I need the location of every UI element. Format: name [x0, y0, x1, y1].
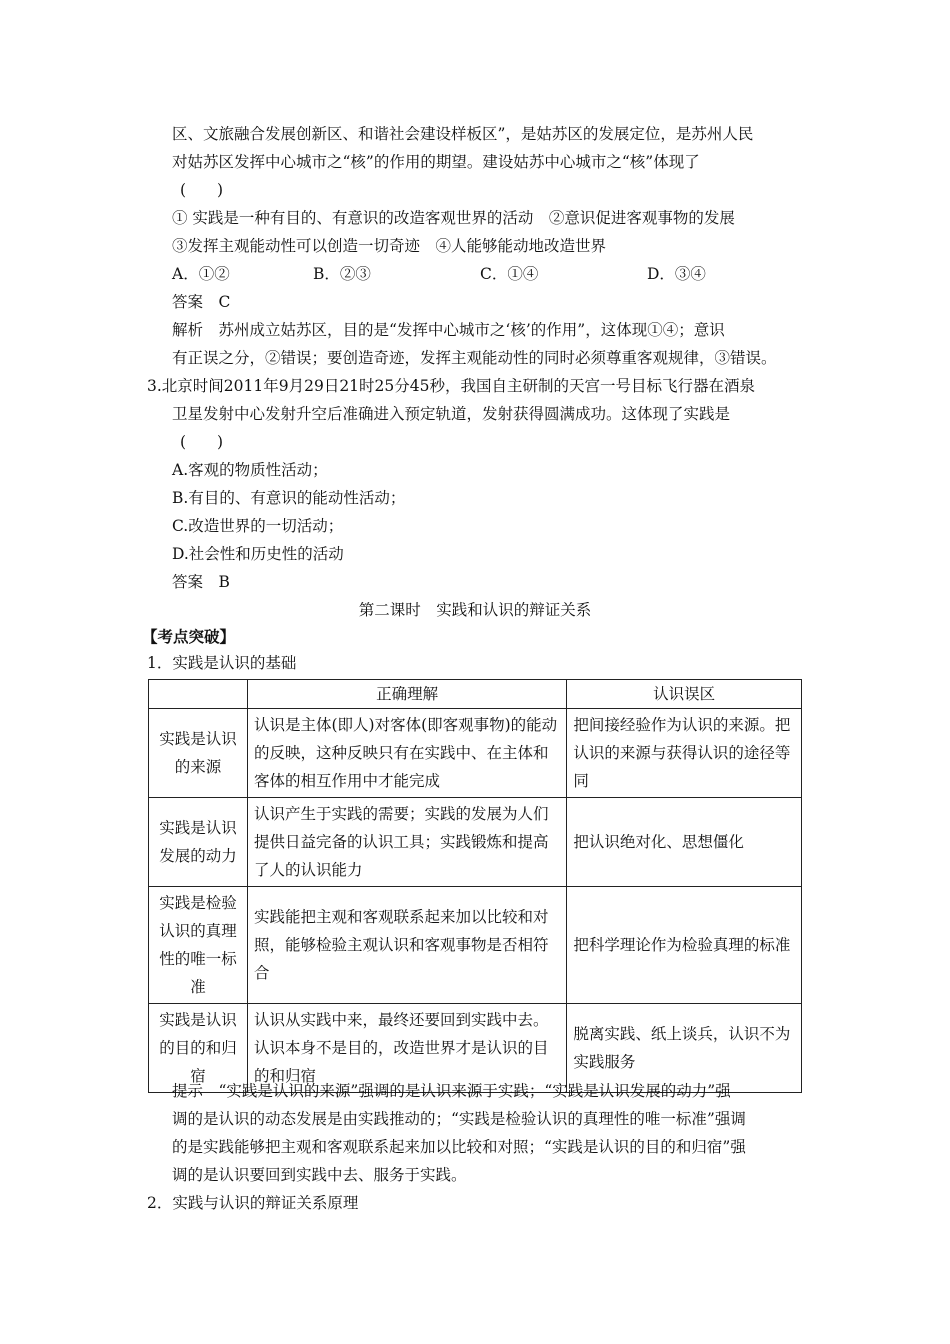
table-cell-topic: 实践是检验认识的真理性的唯一标准	[149, 887, 248, 1004]
table-cell-misconception: 把认识绝对化、思想僵化	[567, 798, 802, 887]
q2-answer-paren: ( )	[180, 181, 224, 199]
tip-line1: 提示 “实践是认识的来源”强调的是认识来源于实践；“实践是认识发展的动力”强	[172, 1082, 731, 1100]
table-row	[149, 887, 802, 1004]
tip-line3: 的是实践能够把主观和客观联系起来加以比较和对照；“实践是认识的目的和归宿”强	[172, 1138, 746, 1156]
q2-option-d: D．③④	[647, 265, 706, 283]
table-header-cell: 认识误区	[567, 680, 802, 709]
table-row	[149, 798, 802, 887]
q3-stem-line1: 3.北京时间2011年9月29日21时25分45秒，我国自主研制的天宫一号目标飞行器在酒泉	[147, 377, 755, 395]
q2-option-b: B．②③	[313, 265, 371, 283]
q3-answer-paren: ( )	[180, 433, 224, 451]
q2-answer: 答案 C	[172, 293, 231, 311]
table-row	[149, 1004, 802, 1093]
item2-title: 2．实践与认识的辩证关系原理	[147, 1194, 359, 1212]
practice-foundation-table	[148, 679, 802, 1093]
table-cell-topic: 实践是认识的目的和归宿	[149, 1004, 248, 1093]
table-cell-topic: 实践是认识的来源	[149, 709, 248, 798]
tip-line2: 调的是认识的动态发展是由实践推动的；“实践是检验认识的真理性的唯一标准”强调	[172, 1110, 746, 1128]
kaodian-heading: 【考点突破】	[142, 627, 236, 646]
q2-option-a: A．①②	[172, 265, 230, 283]
table-header-row	[149, 680, 802, 709]
table-cell-topic: 实践是认识发展的动力	[149, 798, 248, 887]
table-cell-misconception: 把间接经验作为认识的来源。把认识的来源与获得认识的途径等同	[567, 709, 802, 798]
table-cell-correct: 认识产生于实践的需要；实践的发展为人们提供日益完备的认识工具；实践锻炼和提高了人的认识能力	[247, 798, 566, 887]
q3-option-c: C.改造世界的一切活动；	[172, 517, 344, 535]
tip-line4: 调的是认识要回到实践中去、服务于实践。	[172, 1166, 467, 1184]
q3-stem-line2: 卫星发射中心发射升空后准确进入预定轨道，发射获得圆满成功。这体现了实践是	[172, 405, 731, 423]
table-header-cell: 正确理解	[247, 680, 566, 709]
q3-option-d: D.社会性和历史性的活动	[172, 545, 344, 563]
section-title: 第二课时 实践和认识的辩证关系	[358, 601, 592, 619]
table-cell-correct: 认识是主体(即人)对客体(即客观事物)的能动的反映，这种反映只有在实践中、在主体和客体的相互作用中才能完成	[247, 709, 566, 798]
q3-answer: 答案 B	[172, 573, 230, 591]
table-header-cell	[149, 680, 248, 709]
q2-statement-line1: ① 实践是一种有目的、有意识的改造客观世界的活动 ②意识促进客观事物的发展	[172, 209, 735, 227]
table-cell-correct: 实践能把主观和客观联系起来加以比较和对照，能够检验主观认识和客观事物是否相符合	[247, 887, 566, 1004]
item1-title: 1．实践是认识的基础	[147, 654, 297, 672]
q2-analysis-line2: 有正误之分，②错误；要创造奇迹，发挥主观能动性的同时必须尊重客观规律，③错误。	[172, 349, 777, 367]
table-cell-misconception: 把科学理论作为检验真理的标准	[567, 887, 802, 1004]
q2-option-c: C．①④	[480, 265, 539, 283]
q2-analysis-line1: 解析 苏州成立姑苏区，目的是“发挥中心城市之‘核’的作用”，这体现①④；意识	[172, 321, 725, 339]
q2-statement-line2: ③发挥主观能动性可以创造一切奇迹 ④人能够能动地改造世界	[172, 237, 607, 255]
table-cell-correct: 认识从实践中来，最终还要回到实践中去。认识本身不是目的，改造世界才是认识的目的和归宿	[247, 1004, 566, 1093]
q3-option-b: B.有目的、有意识的能动性活动；	[172, 489, 406, 507]
table-row	[149, 709, 802, 798]
q3-option-a: A.客观的物质性活动；	[172, 461, 328, 479]
q2-stem-line2: 对姑苏区发挥中心城市之“核”的作用的期望。建设姑苏中心城市之“核”体现了	[172, 153, 700, 171]
q2-stem-line1: 区、文旅融合发展创新区、和谐社会建设样板区”，是姑苏区的发展定位，是苏州人民	[172, 125, 754, 143]
table-cell-misconception: 脱离实践、纸上谈兵，认识不为实践服务	[567, 1004, 802, 1093]
